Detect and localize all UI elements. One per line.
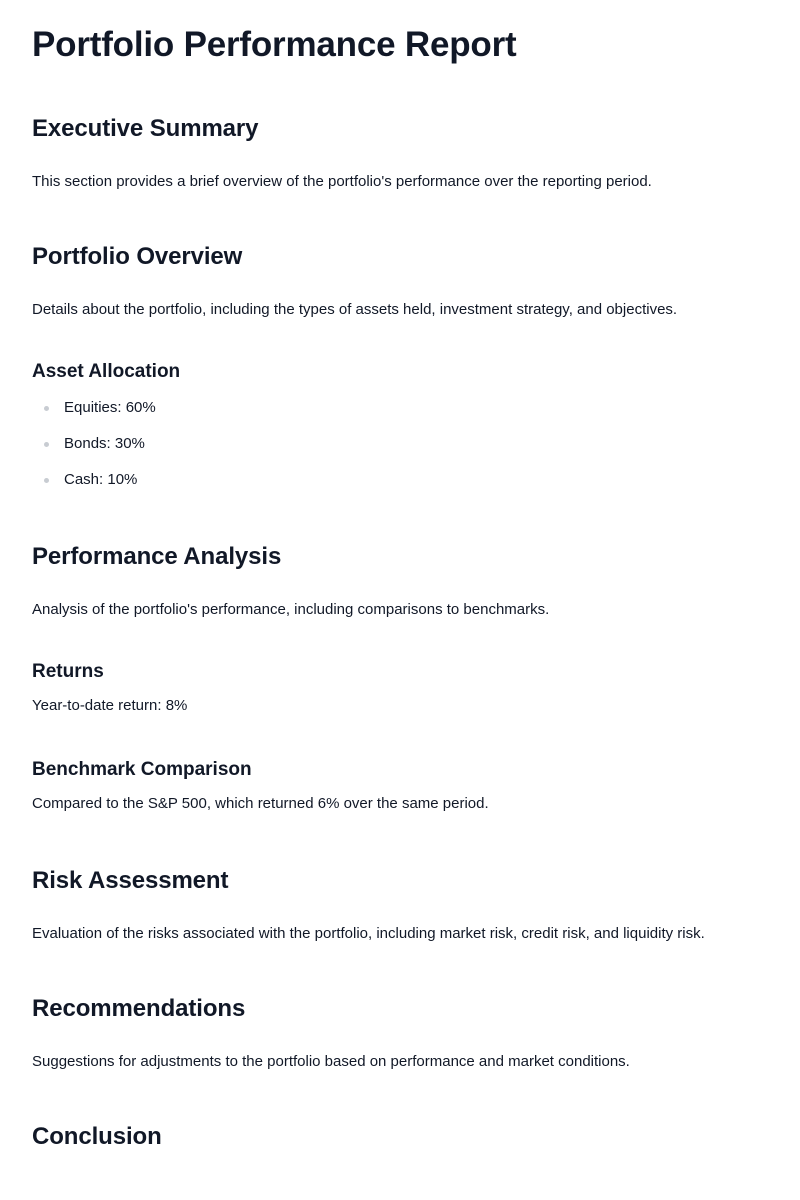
list-item bbox=[32, 470, 768, 490]
bullet-dot-icon bbox=[44, 442, 49, 447]
recommendations-section bbox=[32, 994, 768, 1072]
portfolio-overview-heading: Portfolio Overview bbox=[32, 243, 243, 270]
page-title: Portfolio Performance Report bbox=[32, 25, 517, 64]
executive-summary-text: This section provides a brief overview of the portfolio's performance over the reporting period. bbox=[32, 173, 652, 190]
executive-summary-heading: Executive Summary bbox=[32, 115, 259, 142]
bullet-dot-icon bbox=[44, 478, 49, 483]
returns-heading: Returns bbox=[32, 661, 104, 682]
executive-summary-section bbox=[32, 114, 768, 192]
benchmark-comparison-heading: Benchmark Comparison bbox=[32, 759, 252, 780]
risk-assessment-text: Evaluation of the risks associated with the portfolio, including market risk, credit risk, and liquidity risk. bbox=[32, 925, 705, 942]
asset-allocation-list bbox=[32, 398, 768, 490]
risk-assessment-heading: Risk Assessment bbox=[32, 867, 229, 894]
recommendations-heading: Recommendations bbox=[32, 995, 246, 1022]
allocation-bonds: Bonds: 30% bbox=[64, 435, 145, 452]
performance-analysis-text: Analysis of the portfolio's performance, including comparisons to benchmarks. bbox=[32, 601, 550, 618]
returns-text: Year-to-date return: 8% bbox=[32, 697, 188, 714]
portfolio-overview-section bbox=[32, 242, 768, 490]
benchmark-comparison-text: Compared to the S&P 500, which returned 6% over the same period. bbox=[32, 795, 489, 812]
conclusion-heading: Conclusion bbox=[32, 1123, 162, 1150]
performance-analysis-section bbox=[32, 542, 768, 814]
allocation-cash: Cash: 10% bbox=[64, 471, 138, 488]
bullet-dot-icon bbox=[44, 406, 49, 411]
list-item bbox=[32, 434, 768, 454]
recommendations-text: Suggestions for adjustments to the portfolio based on performance and market conditions. bbox=[32, 1053, 630, 1070]
conclusion-section bbox=[32, 1122, 768, 1152]
risk-assessment-section bbox=[32, 866, 768, 944]
allocation-equities: Equities: 60% bbox=[64, 399, 156, 416]
list-item bbox=[32, 398, 768, 418]
asset-allocation-heading: Asset Allocation bbox=[32, 361, 181, 382]
portfolio-overview-text: Details about the portfolio, including the types of assets held, investment strategy, and objectives. bbox=[32, 301, 678, 318]
performance-analysis-heading: Performance Analysis bbox=[32, 543, 282, 570]
